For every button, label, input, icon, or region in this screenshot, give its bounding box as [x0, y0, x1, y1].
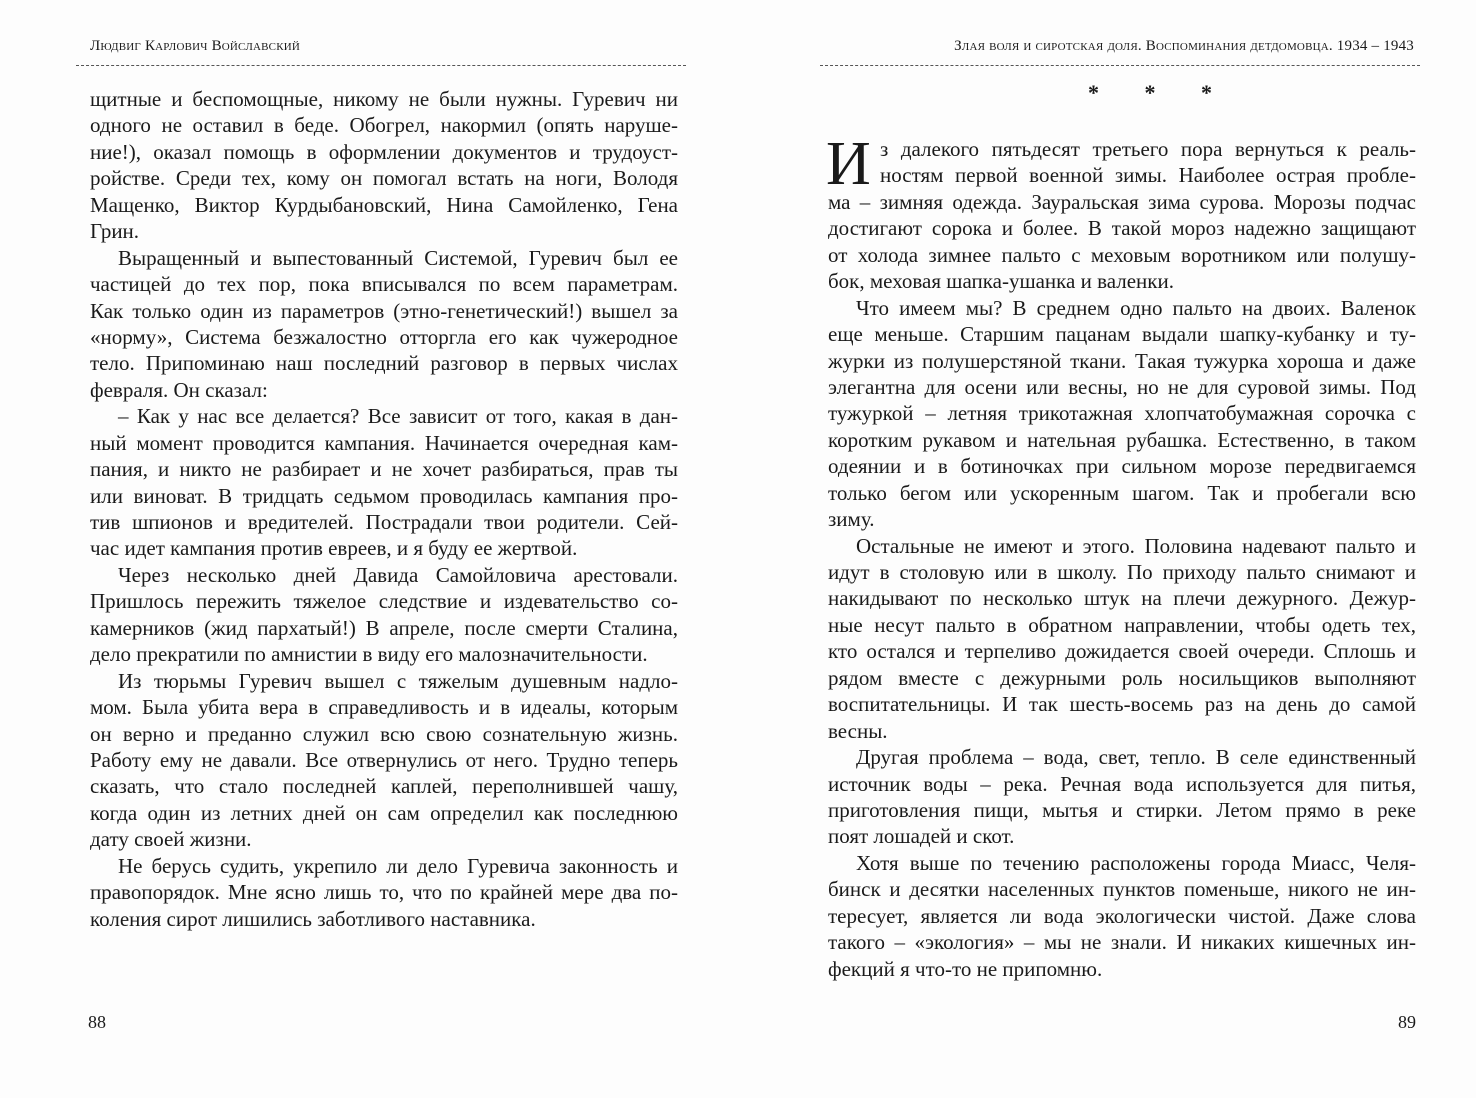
text-line: Мащенко, Виктор Курдыбановский, Нина Самойленко, Гена: [90, 192, 678, 217]
text-line: тив шпионов и вредителей. Пострадали твои родители. Сей-: [90, 510, 678, 534]
running-head: Злая воля и сиротская доля. Воспоминания детдомовца. 1934 – 1943: [954, 38, 1414, 54]
text-line: частицей до тех пор, пока вписывался по всем параметрам.: [90, 272, 678, 297]
text-line: Выращенный и выпестованный Системой, Гуревич был ее: [118, 245, 678, 270]
text-line: Другая проблема – вода, свет, тепло. В селе единственный: [856, 745, 1416, 770]
text-line: Грин.: [90, 219, 140, 244]
text-line: только бегом или ускоренным шагом. Так и пробегали всю: [828, 480, 1416, 505]
text-line: фекций я что-то не припомню.: [828, 956, 1103, 981]
text-line: з далекого пятьдесят третьего пора вернуться к реаль-: [880, 137, 1416, 161]
paragraph: [90, 403, 678, 562]
paragraph: [90, 86, 678, 245]
text-line: ма – зимняя одежда. Зауральская зима сурова. Морозы подчас: [828, 189, 1416, 214]
paragraph: [90, 668, 678, 853]
text-line: дату своей жизни.: [90, 827, 252, 852]
text-line: одеянии и в ботиночках при сильном морозе передвигаемся: [828, 454, 1416, 479]
text-line: ние!), оказал помощь в оформлении документов и трудоуст-: [90, 139, 678, 164]
text-line: Хотя выше по течению расположены города Миасс, Челя-: [856, 850, 1416, 875]
text-line: коротким рукавом и нательная рубашка. Естественно, в таком: [828, 427, 1416, 452]
text-line: журки из полушерстяной ткани. Такая тужурка хороша и даже: [828, 348, 1416, 373]
text-line: зиму.: [828, 507, 875, 532]
text-line: кто остался и терпеливо дожидается своей очереди. Сплошь и: [828, 639, 1416, 664]
text-line: ностям первой военной зимы. Наиболее острая пробле-: [880, 163, 1416, 188]
text-line: Остальные не имеют и этого. Половина надевают пальто и: [856, 533, 1416, 558]
text-line: одного не оставил в беде. Обогрел, накормил (опять наруше-: [90, 113, 678, 138]
text-line: правопорядок. Мне ясно лишь то, что по крайней мере два по-: [90, 880, 678, 905]
right-page: [738, 0, 1476, 1098]
text-line: «норму», Система безжалостно отторгла его как чужеродное: [90, 324, 678, 349]
text-line: пания, и никто не разбирает и не хочет разбираться, прав ты: [90, 457, 678, 482]
text-line: приготовления пищи, мытья и стирки. Летом прямо в реке: [828, 797, 1416, 822]
text-line: накидывают по несколько штук на плечи дежурного. Дежур-: [828, 586, 1416, 611]
text-line: или виноват. В тридцать седьмом проводилась кампания про-: [90, 483, 678, 508]
text-line: когда один из летних дней он сам определил как последнюю: [90, 800, 678, 825]
page-number: 88: [88, 1012, 106, 1032]
text-line: – Как у нас все делается? Все зависит от того, какая в дан-: [118, 404, 678, 429]
paragraph: [90, 562, 678, 668]
paragraph: [828, 850, 1416, 982]
paragraph: [828, 533, 1416, 745]
text-line: достигают сорока и более. В такой мороз надежно защищают: [828, 216, 1416, 241]
text-line: Не берусь судить, укрепило ли дело Гуревича законность и: [118, 853, 678, 878]
drop-cap: И: [826, 130, 871, 198]
text-line: воспитательницы. И так шесть-восемь раз на день до самой: [828, 692, 1416, 717]
text-line: такого – «экология» – мы не знали. И никаких кишечных ин-: [828, 930, 1416, 955]
text-line: элегантна для осени или весны, но не для суровой зимы. Под: [828, 374, 1416, 399]
text-line: Что имеем мы? В среднем одно пальто на двоих. Валенок: [856, 295, 1416, 320]
text-line: от холода зимнее пальто с меховым воротником или полушу-: [828, 242, 1416, 267]
section-break: * * *: [1088, 80, 1232, 105]
text-line: Как только один из параметров (этно-генетический!) вышел за: [90, 298, 678, 323]
text-line: тужуркой – летняя трикотажная хлопчатобумажная сорочка с: [828, 401, 1416, 426]
running-head: Людвиг Карлович Войславский: [90, 38, 301, 54]
text-line: ные несут пальто в обратном направлении, чтобы одеть тех,: [828, 612, 1416, 637]
body-text: [826, 130, 1416, 982]
text-line: февраля. Он сказал:: [90, 377, 268, 402]
text-line: идут в столовую или в школу. По приходу пальто снимают и: [828, 560, 1416, 584]
text-line: Работу ему не давали. Все отвернулись от него. Трудно теперь: [90, 747, 678, 772]
paragraph: [90, 853, 678, 932]
text-line: камерников (жид пархатый!) В апреле, после смерти Сталина,: [90, 615, 678, 640]
text-line: час идет кампания против евреев, и я буду ее жертвой.: [90, 536, 578, 561]
text-line: ный момент проводится кампания. Начинается очередная кам-: [90, 430, 678, 455]
text-line: ройстве. Среди тех, кому он помогал встать на ноги, Володя: [90, 166, 678, 191]
text-line: сказать, что стало последней каплей, переполнившей чашу,: [90, 774, 678, 799]
text-line: тело. Припоминаю наш последний разговор в первых числах: [90, 351, 678, 376]
body-text: [90, 86, 678, 932]
text-line: мом. Была убита вера в справедливость и в идеалы, которым: [90, 695, 678, 720]
paragraph: [826, 130, 1416, 295]
text-line: бок, меховая шапка-ушанка и валенки.: [828, 269, 1174, 294]
text-line: тересует, является ли вода экологически чистой. Даже слова: [828, 903, 1416, 928]
text-line: дело прекратили по амнистии в виду его малозначительности.: [90, 642, 648, 667]
paragraph: [828, 744, 1416, 850]
paragraph: [90, 245, 678, 404]
text-line: Пришлось пережить тяжелое следствие и издевательство со-: [90, 589, 678, 614]
text-line: поят лошадей и скот.: [828, 824, 1015, 849]
header-rule: [820, 65, 1420, 66]
text-line: щитные и беспомощные, никому не были нужны. Гуревич ни: [90, 87, 678, 111]
text-line: Через несколько дней Давида Самойловича арестовали.: [118, 562, 678, 587]
paragraph: [828, 295, 1416, 533]
text-line: коления сирот лишились заботливого наставника.: [90, 906, 536, 931]
text-line: Из тюрьмы Гуревич вышел с тяжелым душевным надло-: [118, 668, 678, 693]
page-number: 89: [1398, 1012, 1416, 1032]
text-line: еще меньше. Старшим пацанам выдали шапку-кубанку и ту-: [828, 322, 1416, 347]
text-line: весны.: [828, 718, 888, 743]
text-line: бинск и десятки населенных пунктов поменьше, никого не ин-: [828, 877, 1416, 902]
text-line: он верно и преданно служил всю свою сознательную жизнь.: [90, 721, 678, 746]
header-rule: [76, 65, 686, 66]
text-line: источник воды – река. Речная вода используется для питья,: [828, 771, 1416, 796]
text-line: рядом вместе с дежурными роль носильщиков выполняют: [828, 665, 1416, 690]
